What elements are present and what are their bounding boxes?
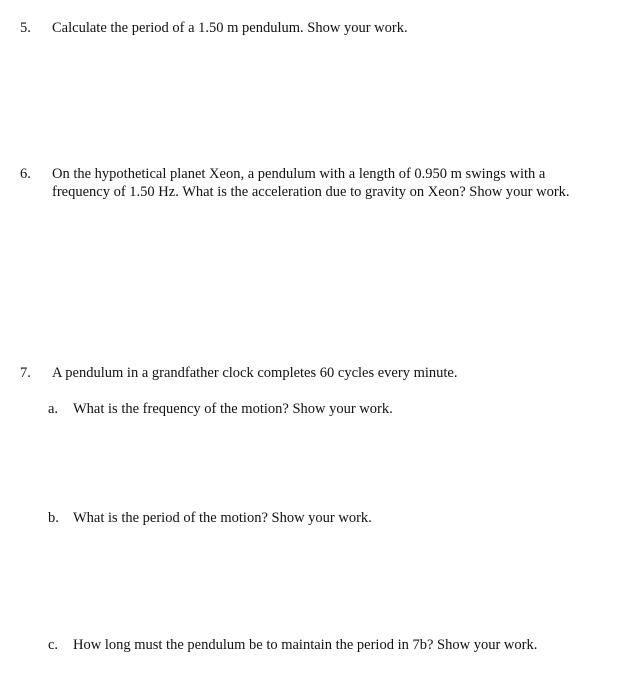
question-text: A pendulum in a grandfather clock completes 60 cycles every minute. [52,365,458,381]
question-text: On the hypothetical planet Xeon, a pendulum with a length of 0.950 m swings with a frequency of 1.50 Hz. What is the acceleration due to gravity on Xeon? Show your work. [52,166,570,200]
part-text: What is the frequency of the motion? Show your work. [73,401,393,417]
question-text: Calculate the period of a 1.50 m pendulum. Show your work. [52,20,408,36]
part-letter: b. [48,510,59,526]
part-letter: c. [48,637,59,653]
question-number: 7. [20,365,31,381]
part-text: What is the period of the motion? Show your work. [73,510,372,526]
part-text: How long must the pendulum be to maintain the period in 7b? Show your work. [73,637,538,653]
question-number: 6. [20,166,31,182]
question-number: 5. [20,20,31,36]
part-letter: a. [48,401,59,417]
